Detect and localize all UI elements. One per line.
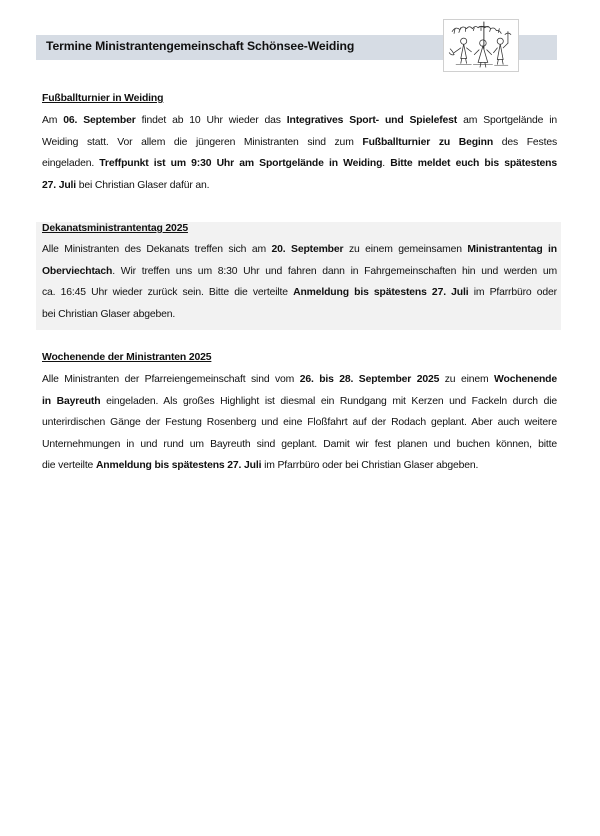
bold-text: Bitte meldet euch bis spätestens (390, 158, 557, 170)
text-line (42, 153, 557, 175)
text-run: Am (42, 115, 64, 126)
section-body (42, 110, 557, 196)
text-run: bei Christian Glaser abgeben. (42, 308, 176, 320)
text-run: Weiding statt. Vor allem die jüngeren Ministranten sind zum (42, 136, 363, 148)
text-run: Alle Ministranten der Pfarreiengemeinschaft sind vom (42, 374, 300, 385)
bold-text: Wochenende (494, 374, 558, 385)
text-line (42, 282, 557, 304)
text-run: eingeladen. Als großes Highlight ist diesmal ein Rundgang mit Kerzen und Fackeln durch die (100, 395, 558, 407)
text-run: unterirdischen Gänge der Festung Rosenberg und eine Floßfahrt auf der Rodach geplant. Aber auch weitere (42, 417, 557, 429)
text-run: bei Christian Glaser dafür an. (76, 179, 210, 191)
text-line (42, 175, 557, 197)
section-body (42, 369, 557, 477)
bold-text: Oberviechtach (42, 265, 113, 277)
text-run: ca. 16:45 Uhr wieder zurück sein. Bitte die verteilte (42, 287, 294, 299)
text-line (42, 412, 557, 434)
bold-text: 20. September (271, 244, 344, 255)
bold-text: in Bayreuth (42, 395, 101, 407)
text-run: Unternehmungen in und rund um Bayreuth sind geplant. Damit wir fest planen und buchen können, bitte (42, 438, 557, 450)
section-heading: Dekanatsministrantentag 2025 (42, 223, 188, 234)
text-line (42, 391, 557, 413)
bold-text: 26. bis 28. September 2025 (299, 374, 440, 385)
text-run: im Pfarrbüro oder bei Christian Glaser abgeben. (261, 460, 479, 472)
text-line (42, 261, 557, 283)
section-wochenende (36, 345, 561, 480)
section-heading: Fußballturnier in Weiding (42, 93, 164, 104)
bold-text: Treffpunkt ist um 9:30 Uhr am Sportgelände in Weiding (99, 158, 383, 170)
bold-text: Fußballturnier zu Beginn (362, 136, 494, 148)
bold-text: Integratives Sport- und Spielefest (286, 115, 458, 126)
text-run: am Sportgelände in (457, 115, 557, 126)
text-run: findet ab 10 Uhr wieder das (135, 115, 287, 126)
text-line (42, 239, 557, 261)
ministranten-sketch-icon (444, 20, 518, 71)
section-body (42, 239, 557, 325)
text-run: des Festes (493, 136, 558, 148)
text-line (42, 132, 557, 154)
section-fussballturnier (36, 88, 561, 198)
text-run: Alle Ministranten des Dekanats treffen sich am (42, 244, 272, 255)
text-run: . Wir treffen uns um 8:30 Uhr und fahren dann in Fahrgemeinschaften hin und werden um (112, 265, 557, 277)
text-line (42, 369, 557, 391)
text-run: die verteilte (42, 460, 96, 472)
text-line (42, 434, 557, 456)
bold-text: 27. Juli (42, 179, 77, 191)
bold-text: Anmeldung bis spätestens 27. Juli (293, 287, 469, 299)
text-run: im Pfarrbüro oder (468, 287, 557, 299)
text-run: zu einem (439, 374, 495, 385)
bold-text: Ministrantentag in (467, 244, 557, 255)
text-line (42, 110, 557, 132)
page-title: Termine Ministrantengemeinschaft Schönsee-Weiding (46, 39, 355, 53)
section-dekanatsministrantentag (36, 222, 561, 330)
ministranten-logo-image (443, 19, 519, 72)
text-line (42, 304, 557, 326)
bold-text: Anmeldung bis spätestens 27. Juli (95, 460, 262, 472)
text-run: eingeladen. (42, 158, 100, 170)
section-heading: Wochenende der Ministranten 2025 (42, 352, 212, 363)
text-run: zu einem gemeinsamen (343, 244, 468, 255)
text-line (42, 455, 557, 477)
text-run: . (382, 158, 391, 170)
bold-text: 06. September (63, 115, 136, 126)
